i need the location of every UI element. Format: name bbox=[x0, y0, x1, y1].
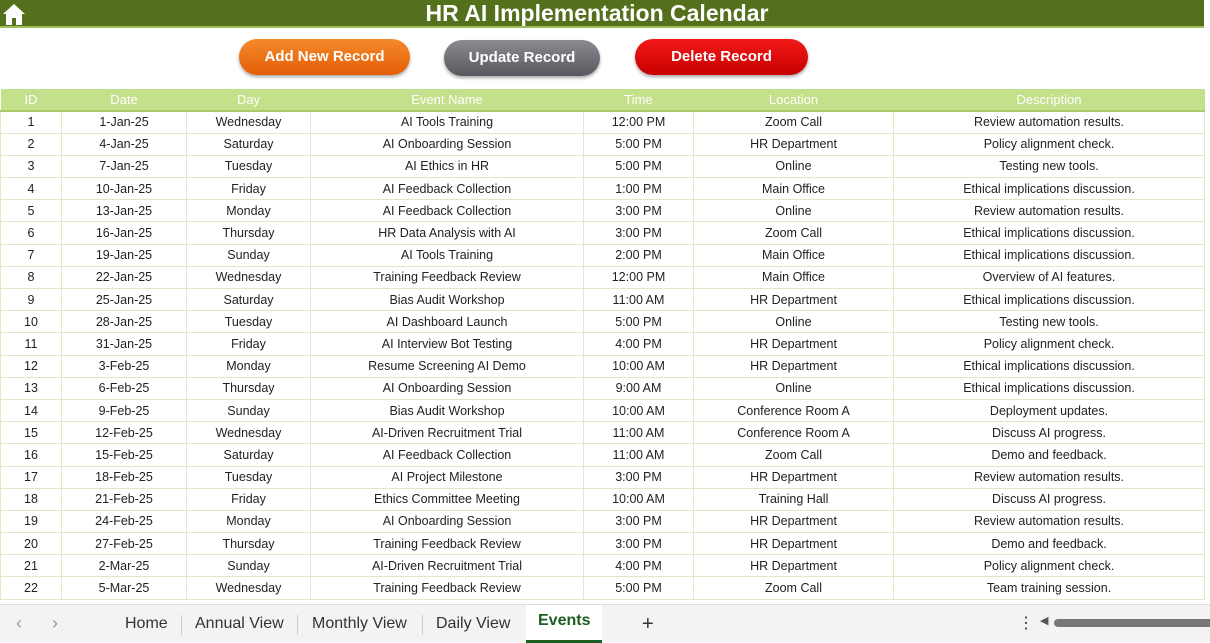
cell-description[interactable]: Ethical implications discussion. bbox=[894, 244, 1205, 266]
cell-time[interactable]: 12:00 PM bbox=[584, 266, 694, 288]
cell-time[interactable]: 11:00 AM bbox=[584, 422, 694, 444]
cell-time[interactable]: 5:00 PM bbox=[584, 577, 694, 599]
cell-id[interactable]: 16 bbox=[1, 444, 62, 466]
cell-id[interactable]: 19 bbox=[1, 510, 62, 532]
cell-time[interactable]: 10:00 AM bbox=[584, 399, 694, 421]
cell-time[interactable]: 5:00 PM bbox=[584, 155, 694, 177]
cell-id[interactable]: 21 bbox=[1, 555, 62, 577]
cell-description[interactable]: Ethical implications discussion. bbox=[894, 377, 1205, 399]
cell-day[interactable]: Monday bbox=[187, 355, 311, 377]
cell-date[interactable]: 1-Jan-25 bbox=[62, 111, 187, 133]
prev-sheet-icon[interactable]: ‹ bbox=[16, 613, 22, 633]
cell-date[interactable]: 27-Feb-25 bbox=[62, 533, 187, 555]
table-row[interactable] bbox=[1, 133, 1205, 155]
cell-event-name[interactable]: Training Feedback Review bbox=[311, 577, 584, 599]
cell-date[interactable]: 15-Feb-25 bbox=[62, 444, 187, 466]
tab-divider bbox=[422, 615, 423, 635]
table-row[interactable] bbox=[1, 178, 1205, 200]
cell-date[interactable]: 16-Jan-25 bbox=[62, 222, 187, 244]
cell-id[interactable]: 5 bbox=[1, 200, 62, 222]
cell-location[interactable]: HR Department bbox=[694, 510, 894, 532]
cell-day[interactable]: Sunday bbox=[187, 244, 311, 266]
cell-id[interactable]: 1 bbox=[1, 111, 62, 133]
cell-description[interactable]: Ethical implications discussion. bbox=[894, 355, 1205, 377]
cell-description[interactable]: Ethical implications discussion. bbox=[894, 289, 1205, 311]
cell-date[interactable]: 9-Feb-25 bbox=[62, 399, 187, 421]
cell-date[interactable]: 6-Feb-25 bbox=[62, 377, 187, 399]
cell-description[interactable]: Testing new tools. bbox=[894, 155, 1205, 177]
cell-time[interactable]: 4:00 PM bbox=[584, 555, 694, 577]
cell-date[interactable]: 21-Feb-25 bbox=[62, 488, 187, 510]
cell-description[interactable]: Review automation results. bbox=[894, 111, 1205, 133]
cell-time[interactable]: 10:00 AM bbox=[584, 488, 694, 510]
cell-event-name[interactable]: AI Feedback Collection bbox=[311, 200, 584, 222]
cell-location[interactable]: HR Department bbox=[694, 555, 894, 577]
tab-daily-view[interactable]: Daily View bbox=[436, 615, 511, 632]
cell-day[interactable]: Thursday bbox=[187, 533, 311, 555]
horizontal-scrollbar[interactable] bbox=[1038, 617, 1210, 629]
cell-id[interactable]: 14 bbox=[1, 399, 62, 421]
cell-description[interactable]: Demo and feedback. bbox=[894, 444, 1205, 466]
cell-id[interactable]: 2 bbox=[1, 133, 62, 155]
cell-location[interactable]: Conference Room A bbox=[694, 399, 894, 421]
cell-day[interactable]: Friday bbox=[187, 488, 311, 510]
cell-description[interactable]: Review automation results. bbox=[894, 510, 1205, 532]
cell-date[interactable]: 12-Feb-25 bbox=[62, 422, 187, 444]
cell-date[interactable]: 5-Mar-25 bbox=[62, 577, 187, 599]
cell-description[interactable]: Review automation results. bbox=[894, 466, 1205, 488]
cell-event-name[interactable]: Training Feedback Review bbox=[311, 533, 584, 555]
cell-date[interactable]: 28-Jan-25 bbox=[62, 311, 187, 333]
cell-time[interactable]: 4:00 PM bbox=[584, 333, 694, 355]
cell-event-name[interactable]: HR Data Analysis with AI bbox=[311, 222, 584, 244]
cell-description[interactable]: Demo and feedback. bbox=[894, 533, 1205, 555]
cell-id[interactable]: 22 bbox=[1, 577, 62, 599]
cell-event-name[interactable]: AI Tools Training bbox=[311, 244, 584, 266]
cell-date[interactable]: 31-Jan-25 bbox=[62, 333, 187, 355]
cell-location[interactable]: Zoom Call bbox=[694, 111, 894, 133]
cell-description[interactable]: Discuss AI progress. bbox=[894, 488, 1205, 510]
cell-description[interactable]: Overview of AI features. bbox=[894, 266, 1205, 288]
cell-location[interactable]: Online bbox=[694, 311, 894, 333]
table-row[interactable] bbox=[1, 244, 1205, 266]
cell-location[interactable]: Main Office bbox=[694, 244, 894, 266]
cell-description[interactable]: Policy alignment check. bbox=[894, 133, 1205, 155]
cell-day[interactable]: Wednesday bbox=[187, 111, 311, 133]
add-new-record-button[interactable]: Add New Record bbox=[239, 39, 410, 75]
cell-description[interactable]: Testing new tools. bbox=[894, 311, 1205, 333]
cell-event-name[interactable]: AI Tools Training bbox=[311, 111, 584, 133]
cell-location[interactable]: Main Office bbox=[694, 178, 894, 200]
cell-event-name[interactable]: AI Feedback Collection bbox=[311, 178, 584, 200]
cell-event-name[interactable]: AI Dashboard Launch bbox=[311, 311, 584, 333]
cell-time[interactable]: 5:00 PM bbox=[584, 133, 694, 155]
table-row[interactable] bbox=[1, 577, 1205, 599]
cell-location[interactable]: Training Hall bbox=[694, 488, 894, 510]
table-row[interactable] bbox=[1, 488, 1205, 510]
cell-date[interactable]: 4-Jan-25 bbox=[62, 133, 187, 155]
update-record-button[interactable]: Update Record bbox=[444, 40, 600, 76]
page-title: HR AI Implementation Calendar bbox=[425, 0, 769, 26]
cell-day[interactable]: Monday bbox=[187, 200, 311, 222]
cell-date[interactable]: 10-Jan-25 bbox=[62, 178, 187, 200]
column-header-date[interactable]: Date bbox=[62, 89, 187, 111]
cell-location[interactable]: Online bbox=[694, 377, 894, 399]
table-row[interactable] bbox=[1, 555, 1205, 577]
cell-description[interactable]: Policy alignment check. bbox=[894, 555, 1205, 577]
cell-day[interactable]: Wednesday bbox=[187, 266, 311, 288]
cell-day[interactable]: Saturday bbox=[187, 444, 311, 466]
cell-day[interactable]: Saturday bbox=[187, 289, 311, 311]
tab-home[interactable]: Home bbox=[125, 615, 168, 632]
cell-day[interactable]: Wednesday bbox=[187, 577, 311, 599]
table-row[interactable] bbox=[1, 510, 1205, 532]
cell-id[interactable]: 13 bbox=[1, 377, 62, 399]
table-row[interactable] bbox=[1, 533, 1205, 555]
cell-time[interactable]: 3:00 PM bbox=[584, 533, 694, 555]
cell-day[interactable]: Sunday bbox=[187, 555, 311, 577]
cell-event-name[interactable]: Training Feedback Review bbox=[311, 266, 584, 288]
cell-event-name[interactable]: AI Onboarding Session bbox=[311, 377, 584, 399]
table-row[interactable] bbox=[1, 422, 1205, 444]
cell-time[interactable]: 2:00 PM bbox=[584, 244, 694, 266]
cell-location[interactable]: HR Department bbox=[694, 466, 894, 488]
cell-location[interactable]: Online bbox=[694, 200, 894, 222]
events-table bbox=[0, 89, 1205, 600]
table-row[interactable] bbox=[1, 377, 1205, 399]
cell-event-name[interactable]: AI Ethics in HR bbox=[311, 155, 584, 177]
cell-description[interactable]: Ethical implications discussion. bbox=[894, 222, 1205, 244]
cell-time[interactable]: 3:00 PM bbox=[584, 222, 694, 244]
cell-time[interactable]: 3:00 PM bbox=[584, 200, 694, 222]
column-header-day[interactable]: Day bbox=[187, 89, 311, 111]
cell-day[interactable]: Friday bbox=[187, 333, 311, 355]
cell-id[interactable]: 10 bbox=[1, 311, 62, 333]
cell-id[interactable]: 7 bbox=[1, 244, 62, 266]
cell-date[interactable]: 25-Jan-25 bbox=[62, 289, 187, 311]
cell-time[interactable]: 1:00 PM bbox=[584, 178, 694, 200]
cell-event-name[interactable]: AI Onboarding Session bbox=[311, 510, 584, 532]
header-row bbox=[1, 89, 1205, 111]
add-sheet-icon[interactable]: + bbox=[642, 613, 654, 635]
table-row[interactable] bbox=[1, 444, 1205, 466]
cell-date[interactable]: 24-Feb-25 bbox=[62, 510, 187, 532]
cell-location[interactable]: Main Office bbox=[694, 266, 894, 288]
cell-day[interactable]: Thursday bbox=[187, 377, 311, 399]
cell-day[interactable]: Thursday bbox=[187, 222, 311, 244]
table-row[interactable] bbox=[1, 399, 1205, 421]
cell-description[interactable]: Policy alignment check. bbox=[894, 333, 1205, 355]
cell-location[interactable]: HR Department bbox=[694, 289, 894, 311]
cell-description[interactable]: Discuss AI progress. bbox=[894, 422, 1205, 444]
cell-day[interactable]: Friday bbox=[187, 178, 311, 200]
cell-id[interactable]: 12 bbox=[1, 355, 62, 377]
cell-day[interactable]: Tuesday bbox=[187, 466, 311, 488]
cell-event-name[interactable]: AI-Driven Recruitment Trial bbox=[311, 555, 584, 577]
cell-event-name[interactable]: Bias Audit Workshop bbox=[311, 289, 584, 311]
cell-id[interactable]: 8 bbox=[1, 266, 62, 288]
cell-location[interactable]: Online bbox=[694, 155, 894, 177]
cell-day[interactable]: Monday bbox=[187, 510, 311, 532]
cell-event-name[interactable]: AI Onboarding Session bbox=[311, 133, 584, 155]
cell-event-name[interactable]: Bias Audit Workshop bbox=[311, 399, 584, 421]
cell-event-name[interactable]: AI Feedback Collection bbox=[311, 444, 584, 466]
cell-id[interactable]: 3 bbox=[1, 155, 62, 177]
cell-time[interactable]: 11:00 AM bbox=[584, 289, 694, 311]
table-row[interactable] bbox=[1, 289, 1205, 311]
cell-time[interactable]: 12:00 PM bbox=[584, 111, 694, 133]
cell-description[interactable]: Review automation results. bbox=[894, 200, 1205, 222]
title-bar bbox=[0, 0, 1204, 28]
table-row[interactable] bbox=[1, 266, 1205, 288]
cell-location[interactable]: Conference Room A bbox=[694, 422, 894, 444]
column-header-id[interactable]: ID bbox=[1, 89, 62, 111]
column-header-event-name[interactable]: Event Name bbox=[311, 89, 584, 111]
cell-date[interactable]: 7-Jan-25 bbox=[62, 155, 187, 177]
tab-events[interactable]: Events bbox=[526, 605, 602, 643]
column-header-time[interactable]: Time bbox=[584, 89, 694, 111]
cell-description[interactable]: Ethical implications discussion. bbox=[894, 178, 1205, 200]
delete-record-button[interactable]: Delete Record bbox=[635, 39, 808, 75]
cell-time[interactable]: 9:00 AM bbox=[584, 377, 694, 399]
cell-time[interactable]: 10:00 AM bbox=[584, 355, 694, 377]
column-header-location[interactable]: Location bbox=[694, 89, 894, 111]
cell-time[interactable]: 3:00 PM bbox=[584, 466, 694, 488]
cell-id[interactable]: 6 bbox=[1, 222, 62, 244]
cell-location[interactable]: Zoom Call bbox=[694, 577, 894, 599]
cell-time[interactable]: 11:00 AM bbox=[584, 444, 694, 466]
table-row[interactable] bbox=[1, 355, 1205, 377]
cell-id[interactable]: 17 bbox=[1, 466, 62, 488]
cell-event-name[interactable]: AI-Driven Recruitment Trial bbox=[311, 422, 584, 444]
cell-date[interactable]: 22-Jan-25 bbox=[62, 266, 187, 288]
scrollbar-thumb[interactable] bbox=[1054, 619, 1210, 627]
cell-date[interactable]: 2-Mar-25 bbox=[62, 555, 187, 577]
cell-id[interactable]: 18 bbox=[1, 488, 62, 510]
column-header-description[interactable]: Description bbox=[894, 89, 1205, 111]
cell-date[interactable]: 19-Jan-25 bbox=[62, 244, 187, 266]
cell-location[interactable]: HR Department bbox=[694, 333, 894, 355]
tab-annual-view[interactable]: Annual View bbox=[195, 615, 284, 632]
cell-id[interactable]: 9 bbox=[1, 289, 62, 311]
cell-event-name[interactable]: AI Project Milestone bbox=[311, 466, 584, 488]
table-row[interactable] bbox=[1, 155, 1205, 177]
cell-day[interactable]: Wednesday bbox=[187, 422, 311, 444]
cell-id[interactable]: 15 bbox=[1, 422, 62, 444]
next-sheet-icon[interactable]: › bbox=[52, 613, 58, 633]
table-row[interactable] bbox=[1, 200, 1205, 222]
cell-description[interactable]: Deployment updates. bbox=[894, 399, 1205, 421]
cell-day[interactable]: Saturday bbox=[187, 133, 311, 155]
cell-day[interactable]: Tuesday bbox=[187, 311, 311, 333]
cell-date[interactable]: 13-Jan-25 bbox=[62, 200, 187, 222]
cell-location[interactable]: HR Department bbox=[694, 533, 894, 555]
table-row[interactable] bbox=[1, 333, 1205, 355]
cell-time[interactable]: 5:00 PM bbox=[584, 311, 694, 333]
tab-divider bbox=[297, 615, 298, 635]
sheet-tab-bar bbox=[0, 604, 1210, 642]
cell-date[interactable]: 3-Feb-25 bbox=[62, 355, 187, 377]
cell-location[interactable]: HR Department bbox=[694, 133, 894, 155]
tab-divider bbox=[181, 615, 182, 635]
cell-event-name[interactable]: Resume Screening AI Demo bbox=[311, 355, 584, 377]
cell-id[interactable]: 4 bbox=[1, 178, 62, 200]
table-row[interactable] bbox=[1, 222, 1205, 244]
cell-location[interactable]: Zoom Call bbox=[694, 444, 894, 466]
cell-day[interactable]: Tuesday bbox=[187, 155, 311, 177]
scroll-left-icon[interactable]: ◀ bbox=[1040, 615, 1049, 627]
table-row[interactable] bbox=[1, 111, 1205, 133]
cell-event-name[interactable]: AI Interview Bot Testing bbox=[311, 333, 584, 355]
cell-day[interactable]: Sunday bbox=[187, 399, 311, 421]
table-row[interactable] bbox=[1, 466, 1205, 488]
cell-event-name[interactable]: Ethics Committee Meeting bbox=[311, 488, 584, 510]
cell-location[interactable]: HR Department bbox=[694, 355, 894, 377]
cell-id[interactable]: 11 bbox=[1, 333, 62, 355]
more-options-icon[interactable]: ⋮ bbox=[1018, 615, 1034, 632]
table-row[interactable] bbox=[1, 311, 1205, 333]
tab-monthly-view[interactable]: Monthly View bbox=[312, 615, 407, 632]
cell-time[interactable]: 3:00 PM bbox=[584, 510, 694, 532]
cell-id[interactable]: 20 bbox=[1, 533, 62, 555]
cell-date[interactable]: 18-Feb-25 bbox=[62, 466, 187, 488]
cell-location[interactable]: Zoom Call bbox=[694, 222, 894, 244]
cell-description[interactable]: Team training session. bbox=[894, 577, 1205, 599]
